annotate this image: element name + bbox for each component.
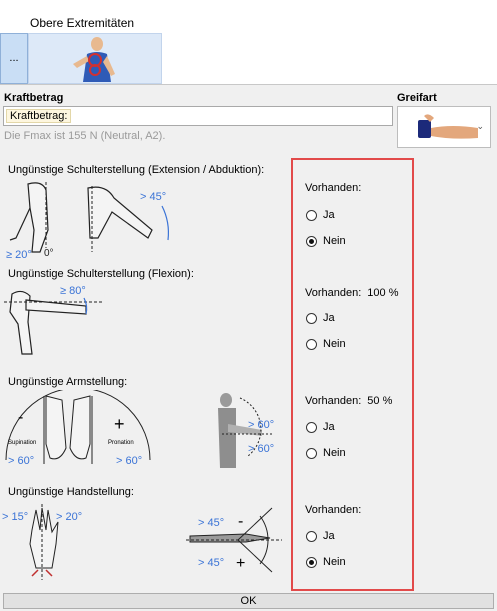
wrist-flexion-sketch bbox=[186, 500, 286, 580]
present-value: 50 % bbox=[367, 395, 393, 407]
more-button[interactable]: ... bbox=[0, 33, 28, 84]
divider bbox=[0, 84, 497, 85]
force-heading: Kraftbetrag bbox=[4, 92, 64, 104]
sketch-label: Pronation bbox=[108, 440, 134, 446]
question-arm-position-label: Ungünstige Armstellung: bbox=[8, 376, 128, 388]
present-options-highlight bbox=[291, 158, 414, 591]
force-field-label: Kraftbetrag: bbox=[6, 109, 71, 123]
sketch-label: Supination bbox=[8, 440, 37, 446]
body-region-title: Obere Extremitäten bbox=[30, 16, 135, 30]
fmax-hint: Die Fmax ist 155 N (Neutral, A2). bbox=[4, 130, 166, 142]
radio-yes-label: Ja bbox=[323, 209, 335, 221]
chevron-down-icon[interactable]: ⌄ bbox=[476, 121, 484, 131]
radio-yes-label: Ja bbox=[323, 421, 335, 433]
sketch-label: > 15° bbox=[2, 511, 29, 523]
radio-no-label: Nein bbox=[323, 447, 346, 459]
sketch-label: - bbox=[18, 409, 24, 426]
sketch-label: > 20° bbox=[56, 511, 83, 523]
radio-yes-label: Ja bbox=[323, 312, 335, 324]
radio-no-label: Nein bbox=[323, 235, 346, 247]
upper-body-figure-icon[interactable] bbox=[28, 33, 162, 84]
sketch-label: ≥ 80° bbox=[60, 285, 86, 297]
grip-type-dropdown[interactable] bbox=[397, 106, 491, 148]
sketch-label: > 60° bbox=[116, 455, 143, 467]
sketch-label: 0° bbox=[44, 248, 54, 259]
present-value: 100 % bbox=[367, 287, 399, 299]
question-hand-position-label: Ungünstige Handstellung: bbox=[8, 486, 134, 498]
hand-deviation-sketch bbox=[2, 504, 92, 584]
sketch-label: > 45° bbox=[198, 517, 225, 529]
sketch-label: ≥ 20° bbox=[6, 249, 32, 261]
sketch-label: > 60° bbox=[8, 455, 35, 467]
sketch-label: > 60° bbox=[248, 443, 275, 455]
present-caption: Vorhanden: bbox=[305, 287, 362, 299]
sketch-label: + bbox=[114, 414, 125, 434]
shoulder-extension-sketch bbox=[2, 178, 182, 262]
sketch-label: > 60° bbox=[248, 419, 275, 431]
sketch-label: > 45° bbox=[140, 191, 167, 203]
present-caption: Vorhanden: bbox=[305, 182, 362, 194]
radio-yes-label: Ja bbox=[323, 530, 335, 542]
forearm-position-sketch bbox=[214, 390, 284, 472]
arm-rotation-sketch bbox=[2, 390, 162, 470]
sketch-label: > 45° bbox=[198, 557, 225, 569]
shoulder-flexion-sketch bbox=[2, 282, 112, 362]
arm-hand-grip-icon bbox=[402, 108, 482, 148]
ok-button[interactable]: OK bbox=[3, 593, 494, 609]
sketch-label: + bbox=[236, 555, 246, 572]
question-shoulder-flexion-label: Ungünstige Schulterstellung (Flexion): bbox=[8, 268, 194, 280]
grip-heading: Greifart bbox=[397, 92, 437, 104]
present-caption: Vorhanden: bbox=[305, 504, 362, 516]
question-shoulder-extension-label: Ungünstige Schulterstellung (Extension / Abduktion): bbox=[8, 164, 265, 176]
force-input[interactable] bbox=[3, 106, 393, 126]
present-caption: Vorhanden: bbox=[305, 395, 362, 407]
radio-no-label: Nein bbox=[323, 556, 346, 568]
sketch-label: - bbox=[238, 513, 244, 530]
radio-no-label: Nein bbox=[323, 338, 346, 350]
